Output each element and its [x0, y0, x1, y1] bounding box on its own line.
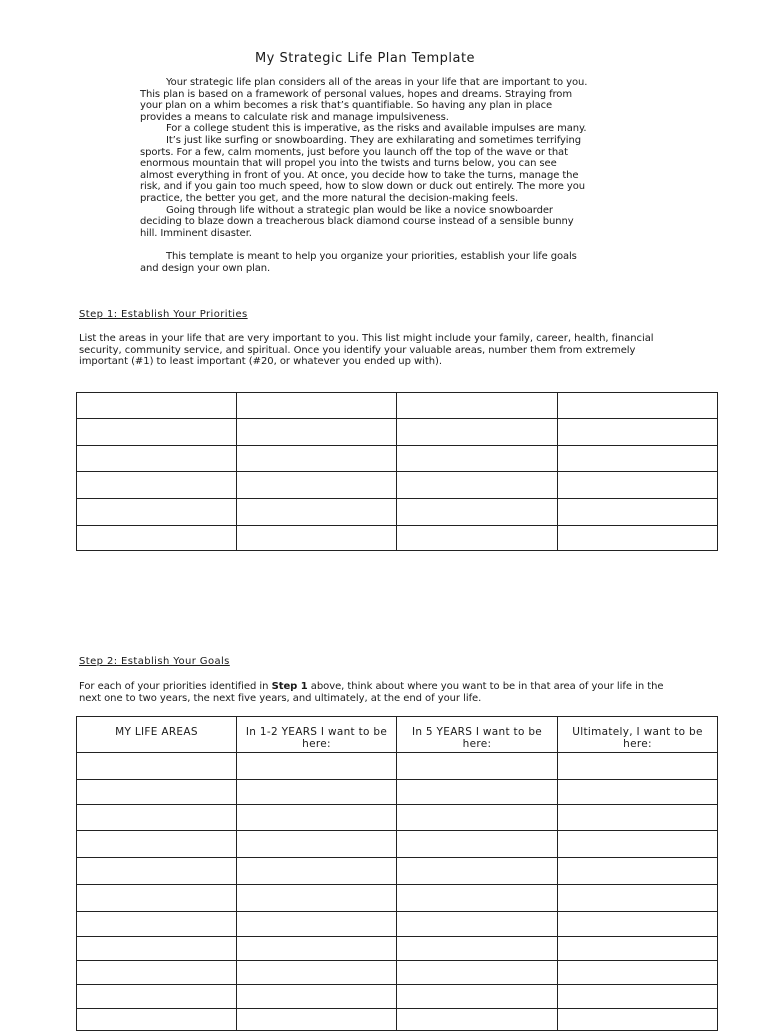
table-row: [77, 885, 718, 912]
table-row: [77, 526, 718, 551]
table-cell[interactable]: [77, 753, 237, 780]
table-cell[interactable]: [237, 393, 397, 419]
table-row: [77, 753, 718, 780]
step1-instructions: List the areas in your life that are very important to you. This list might include your family, career, health, financial security, community service, and spiritual. Once you identify your valuable areas, number them from extremely important (#1) to least important (#20, or whatever you ended up with).: [79, 333, 654, 367]
step2-text-bold: Step 1: [271, 681, 308, 692]
table-cell[interactable]: [558, 472, 718, 499]
table-row: [77, 780, 718, 805]
table-row: [77, 805, 718, 831]
table-cell[interactable]: [558, 446, 718, 472]
table-row: [77, 858, 718, 885]
table-cell[interactable]: [77, 446, 237, 472]
step1-heading: Step 1: Establish Your Priorities: [79, 309, 248, 320]
table-row: [77, 961, 718, 985]
table-cell[interactable]: [77, 393, 237, 419]
table-cell[interactable]: [558, 937, 718, 961]
table-cell[interactable]: [397, 1009, 558, 1031]
table-cell[interactable]: [558, 885, 718, 912]
table-cell[interactable]: [397, 780, 558, 805]
table-cell[interactable]: [397, 937, 558, 961]
table-cell[interactable]: [397, 393, 558, 419]
intro-paragraph: Your strategic life plan considers all of the areas in your life that are important to you. This plan is based on a framework of personal values, hopes and dreams. Straying from your plan on a whim becomes a risk that’s quantifiable. So having any plan in place provides a means to calculate risk and manage impulsiveness.: [140, 77, 588, 123]
table-cell[interactable]: [397, 805, 558, 831]
table-cell[interactable]: [237, 526, 397, 551]
table-cell[interactable]: [397, 858, 558, 885]
table-cell[interactable]: [397, 985, 558, 1009]
table-cell[interactable]: [397, 472, 558, 499]
table-cell[interactable]: [558, 805, 718, 831]
table-cell[interactable]: [237, 937, 397, 961]
table-cell[interactable]: [397, 526, 558, 551]
table-row: [77, 446, 718, 472]
intro-paragraph: Going through life without a strategic plan would be like a novice snowboarder deciding to blaze down a treacherous black diamond course instead of a sensible bunny hill. Imminent disaster.: [140, 204, 574, 239]
table-row: [77, 419, 718, 446]
table-cell[interactable]: [237, 780, 397, 805]
column-header: Ultimately, I want to be here:: [558, 717, 718, 753]
table-cell[interactable]: [558, 985, 718, 1009]
table-row: [77, 937, 718, 961]
table-cell[interactable]: [77, 499, 237, 526]
step2-text-before: For each of your priorities identified in: [79, 681, 272, 692]
table-cell[interactable]: [237, 805, 397, 831]
table-row: [77, 1009, 718, 1031]
table-row: [77, 985, 718, 1009]
column-header: MY LIFE AREAS: [77, 717, 237, 753]
table-cell[interactable]: [77, 805, 237, 831]
table-cell[interactable]: [237, 753, 397, 780]
table-cell[interactable]: [397, 419, 558, 446]
table-cell[interactable]: [397, 961, 558, 985]
table-cell[interactable]: [558, 858, 718, 885]
table-row: [77, 499, 718, 526]
table-cell[interactable]: [77, 885, 237, 912]
table-cell[interactable]: [558, 961, 718, 985]
table-cell[interactable]: [237, 472, 397, 499]
table-cell[interactable]: [558, 1009, 718, 1031]
table-cell[interactable]: [237, 446, 397, 472]
page-title: My Strategic Life Plan Template: [254, 51, 476, 66]
priorities-table: [76, 392, 718, 551]
table-cell[interactable]: [397, 499, 558, 526]
table-cell[interactable]: [237, 885, 397, 912]
table-header-row: [77, 717, 718, 753]
table-cell[interactable]: [77, 912, 237, 937]
table-cell[interactable]: [558, 780, 718, 805]
table-row: [77, 912, 718, 937]
table-cell[interactable]: [77, 780, 237, 805]
table-cell[interactable]: [237, 419, 397, 446]
table-cell[interactable]: [237, 985, 397, 1009]
intro-paragraph: It’s just like surfing or snowboarding. They are exhilarating and sometimes terrifying sports. For a few, calm moments, just before you launch off the top of the wave or that enormous mountain that will propel you into the twists and turns below, you can see almost everything in front of you. At once, you decide how to take the turns, manage the risk, and if you gain too much speed, how to slow down or duck out entirely. The more you practice, the better you get, and the more natural the decision-making feels.: [140, 134, 586, 204]
step2-heading: Step 2: Establish Your Goals: [79, 656, 230, 667]
column-header: In 1-2 YEARS I want to be here:: [237, 717, 397, 753]
table-cell[interactable]: [77, 858, 237, 885]
table-cell[interactable]: [237, 831, 397, 858]
table-cell[interactable]: [237, 961, 397, 985]
intro-paragraph: For a college student this is imperative, as the risks and available impulses are many.: [166, 123, 587, 135]
table-cell[interactable]: [237, 858, 397, 885]
table-cell[interactable]: [397, 885, 558, 912]
goals-table: [76, 716, 718, 1031]
intro-text: [140, 77, 592, 274]
table-cell[interactable]: [397, 446, 558, 472]
step2-text-after: above, think about where you want to be in that area of your life in the next one to two years, the next five years, and ultimately, at the end of your life.: [79, 681, 664, 704]
table-cell[interactable]: [237, 912, 397, 937]
table-cell[interactable]: [558, 393, 718, 419]
table-cell[interactable]: [397, 912, 558, 937]
table-cell[interactable]: [558, 419, 718, 446]
table-cell[interactable]: [77, 961, 237, 985]
table-cell[interactable]: [237, 499, 397, 526]
table-cell[interactable]: [237, 1009, 397, 1031]
table-cell[interactable]: [558, 499, 718, 526]
table-row: [77, 831, 718, 858]
table-cell[interactable]: [77, 937, 237, 961]
table-row: [77, 472, 718, 499]
table-cell[interactable]: [77, 985, 237, 1009]
table-cell[interactable]: [77, 526, 237, 551]
table-cell[interactable]: [558, 753, 718, 780]
table-cell[interactable]: [77, 419, 237, 446]
table-cell[interactable]: [558, 526, 718, 551]
intro-paragraph: This template is meant to help you organize your priorities, establish your life goals and design your own plan.: [140, 250, 577, 274]
table-cell[interactable]: [397, 831, 558, 858]
table-cell[interactable]: [558, 912, 718, 937]
table-cell[interactable]: [77, 472, 237, 499]
table-cell[interactable]: [77, 831, 237, 858]
step2-instructions: [79, 681, 679, 704]
table-row: [77, 393, 718, 419]
table-cell[interactable]: [77, 1009, 237, 1031]
table-cell[interactable]: [558, 831, 718, 858]
column-header: In 5 YEARS I want to be here:: [397, 717, 558, 753]
table-cell[interactable]: [397, 753, 558, 780]
